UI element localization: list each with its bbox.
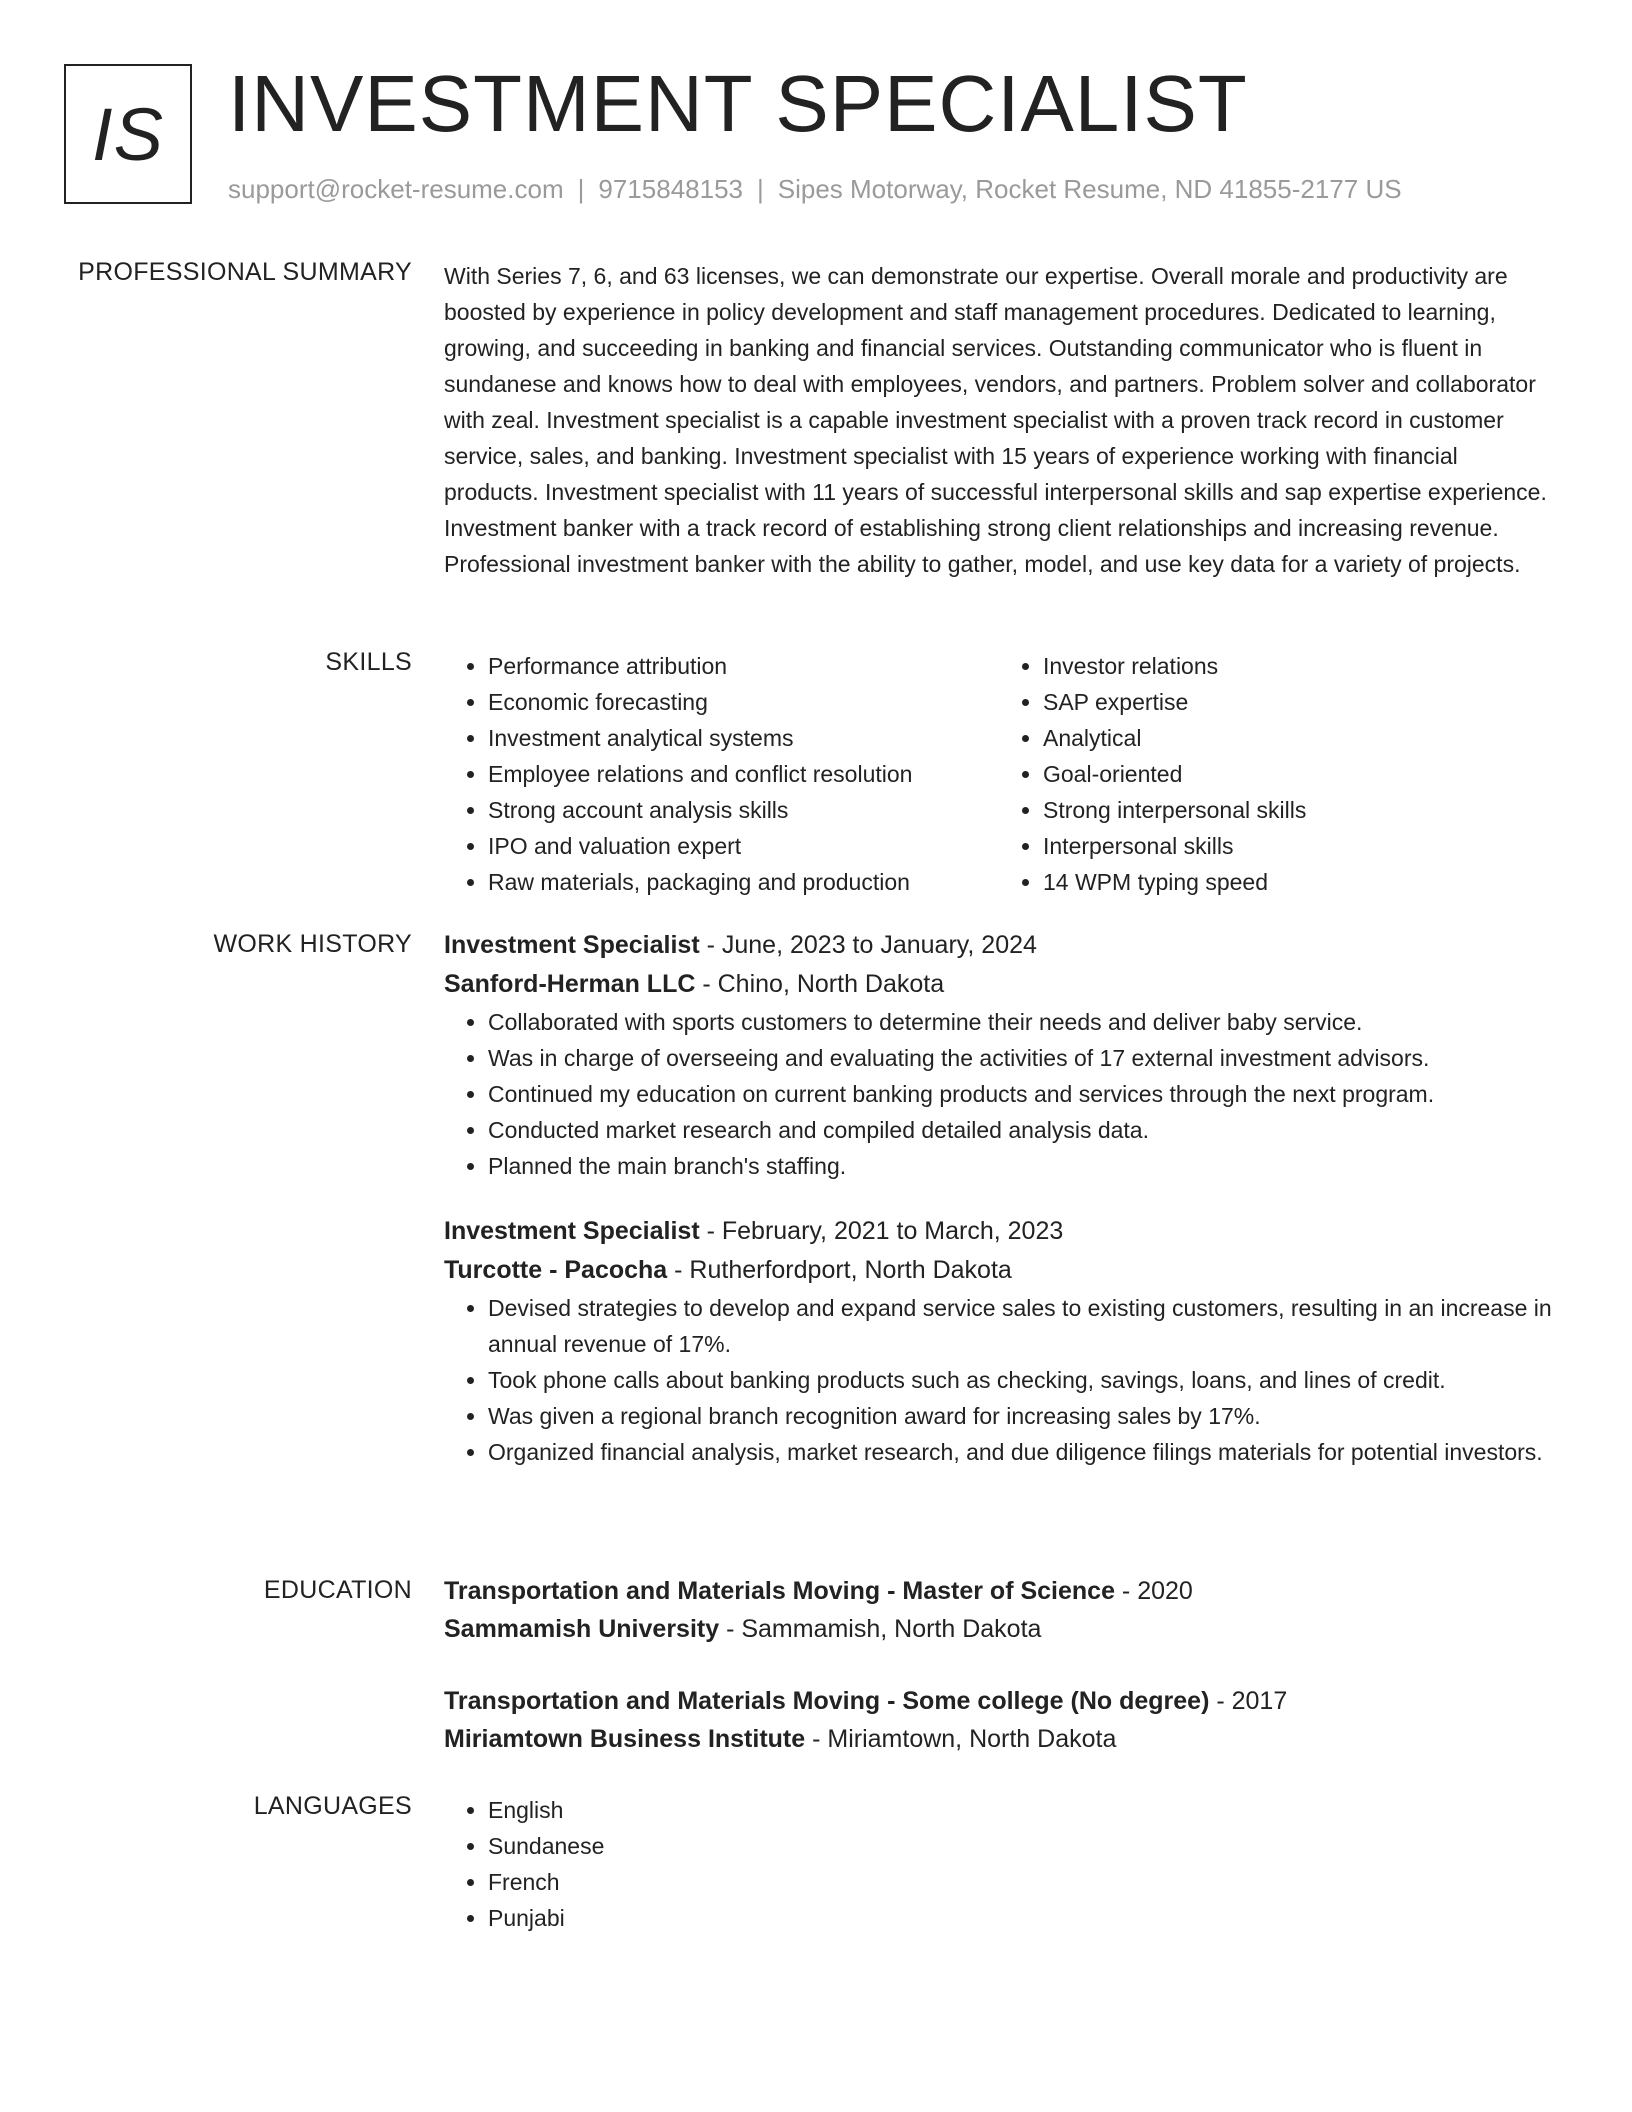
list-item: • Continued my education on current banking products and services through the next program. bbox=[488, 1076, 1554, 1112]
education-body bbox=[444, 1572, 1554, 1758]
section-heading-work-history: WORK HISTORY bbox=[213, 930, 412, 958]
education-location: - Sammamish, North Dakota bbox=[719, 1615, 1042, 1643]
job-company: Turcotte - Pacocha bbox=[444, 1256, 668, 1284]
phone-number: 9715848153 bbox=[598, 174, 743, 204]
job-duties-list bbox=[444, 1004, 1554, 1184]
education-degree: Transportation and Materials Moving - Master of Science bbox=[444, 1577, 1115, 1605]
section-heading-education: EDUCATION bbox=[263, 1576, 412, 1604]
education-school: Sammamish University bbox=[444, 1615, 720, 1643]
section-heading-summary: PROFESSIONAL SUMMARY bbox=[78, 258, 412, 286]
list-item: • Economic forecasting bbox=[488, 684, 999, 720]
job-location: - Rutherfordport, North Dakota bbox=[667, 1256, 1012, 1284]
job-entry bbox=[444, 926, 1554, 1184]
list-item: • Was given a regional branch recognition award for increasing sales by 17%. bbox=[488, 1398, 1554, 1434]
list-item: • Devised strategies to develop and expand service sales to existing customers, resulting in an increase in annual revenue of 17%. bbox=[488, 1290, 1554, 1362]
list-item: • Took phone calls about banking products such as checking, savings, loans, and lines of credit. bbox=[488, 1362, 1554, 1398]
job-duties-list bbox=[444, 1290, 1554, 1470]
list-item: • Organized financial analysis, market research, and due diligence filings materials for potential investors. bbox=[488, 1434, 1554, 1470]
job-title: Investment Specialist bbox=[444, 931, 700, 959]
education-school-line bbox=[444, 1720, 1554, 1758]
education-entry bbox=[444, 1682, 1554, 1758]
job-title: Investment Specialist bbox=[444, 1217, 700, 1245]
list-item: • Planned the main branch's staffing. bbox=[488, 1148, 1554, 1184]
summary-body bbox=[444, 258, 1554, 582]
list-item: • Was in charge of overseeing and evaluating the activities of 17 external investment advisors. bbox=[488, 1040, 1554, 1076]
job-entry bbox=[444, 1212, 1554, 1470]
list-item: • Analytical bbox=[1043, 720, 1554, 756]
work-history-body bbox=[444, 926, 1554, 1470]
list-item: • Sundanese bbox=[488, 1828, 1554, 1864]
list-item: • Collaborated with sports customers to determine their needs and deliver baby service. bbox=[488, 1004, 1554, 1040]
list-item: • Strong account analysis skills bbox=[488, 792, 999, 828]
list-item: • Investor relations bbox=[1043, 648, 1554, 684]
page-title: INVESTMENT SPECIALIST bbox=[228, 59, 1248, 148]
list-item: • IPO and valuation expert bbox=[488, 828, 999, 864]
contact-line bbox=[228, 174, 1402, 205]
education-degree-line bbox=[444, 1572, 1554, 1610]
section-heading-skills: SKILLS bbox=[325, 648, 412, 676]
list-item: • Employee relations and conflict resolution bbox=[488, 756, 999, 792]
list-item: • Raw materials, packaging and production bbox=[488, 864, 999, 900]
job-company: Sanford-Herman LLC bbox=[444, 970, 696, 998]
skills-list-left bbox=[444, 648, 999, 900]
list-item: • 14 WPM typing speed bbox=[1043, 864, 1554, 900]
skills-body bbox=[444, 648, 1554, 900]
list-item: • Performance attribution bbox=[488, 648, 999, 684]
job-dates: - February, 2021 to March, 2023 bbox=[699, 1217, 1064, 1245]
education-degree-line bbox=[444, 1682, 1554, 1720]
education-entry bbox=[444, 1572, 1554, 1648]
address: Sipes Motorway, Rocket Resume, ND 41855-2177 US bbox=[777, 174, 1402, 204]
separator: | bbox=[577, 174, 585, 204]
list-item: • SAP expertise bbox=[1043, 684, 1554, 720]
languages-list bbox=[444, 1792, 1554, 1936]
list-item: • Investment analytical systems bbox=[488, 720, 999, 756]
email-link[interactable]: support@rocket-resume.com bbox=[228, 174, 564, 204]
job-dates: - June, 2023 to January, 2024 bbox=[699, 931, 1037, 959]
education-year: - 2020 bbox=[1114, 1577, 1193, 1605]
list-item: • Punjabi bbox=[488, 1900, 1554, 1936]
education-degree: Transportation and Materials Moving - Some college (No degree) bbox=[444, 1687, 1210, 1715]
separator: | bbox=[757, 174, 764, 204]
job-company-line bbox=[444, 965, 1554, 1004]
education-year: - 2017 bbox=[1209, 1687, 1288, 1715]
resume-header bbox=[64, 59, 1592, 214]
monogram-badge: IS bbox=[64, 64, 192, 204]
education-school-line bbox=[444, 1610, 1554, 1648]
education-school: Miriamtown Business Institute bbox=[444, 1725, 806, 1753]
list-item: • French bbox=[488, 1864, 1554, 1900]
summary-text: With Series 7, 6, and 63 licenses, we can demonstrate our expertise. Overall morale and productivity are boosted by experience in policy development and staff management procedures. Dedicated to learning, growing, and succeeding in banking and financial services. Outstanding communicator who is fluent in sundanese and knows how to deal with employees, vendors, and partners. Problem solver and collaborator with zeal. Investment specialist is a capable investment specialist with a proven track record in customer service, sales, and banking. Investment specialist with 15 years of experience working with financial products. Investment specialist with 11 years of successful interpersonal skills and sap expertise experience. Investment banker with a track record of establishing strong client relationships and increasing revenue. Professional investment banker with the ability to gather, model, and use key data for a variety of projects. bbox=[444, 263, 1547, 577]
list-item: • Goal-oriented bbox=[1043, 756, 1554, 792]
list-item: • Interpersonal skills bbox=[1043, 828, 1554, 864]
job-title-line bbox=[444, 926, 1554, 965]
languages-body bbox=[444, 1792, 1554, 1936]
skills-list-right bbox=[999, 648, 1554, 900]
section-heading-languages: LANGUAGES bbox=[253, 1792, 412, 1820]
list-item: • Conducted market research and compiled detailed analysis data. bbox=[488, 1112, 1554, 1148]
job-company-line bbox=[444, 1251, 1554, 1290]
list-item: • Strong interpersonal skills bbox=[1043, 792, 1554, 828]
job-location: - Chino, North Dakota bbox=[695, 970, 945, 998]
list-item: • English bbox=[488, 1792, 1554, 1828]
job-title-line bbox=[444, 1212, 1554, 1251]
education-location: - Miriamtown, North Dakota bbox=[805, 1725, 1117, 1753]
